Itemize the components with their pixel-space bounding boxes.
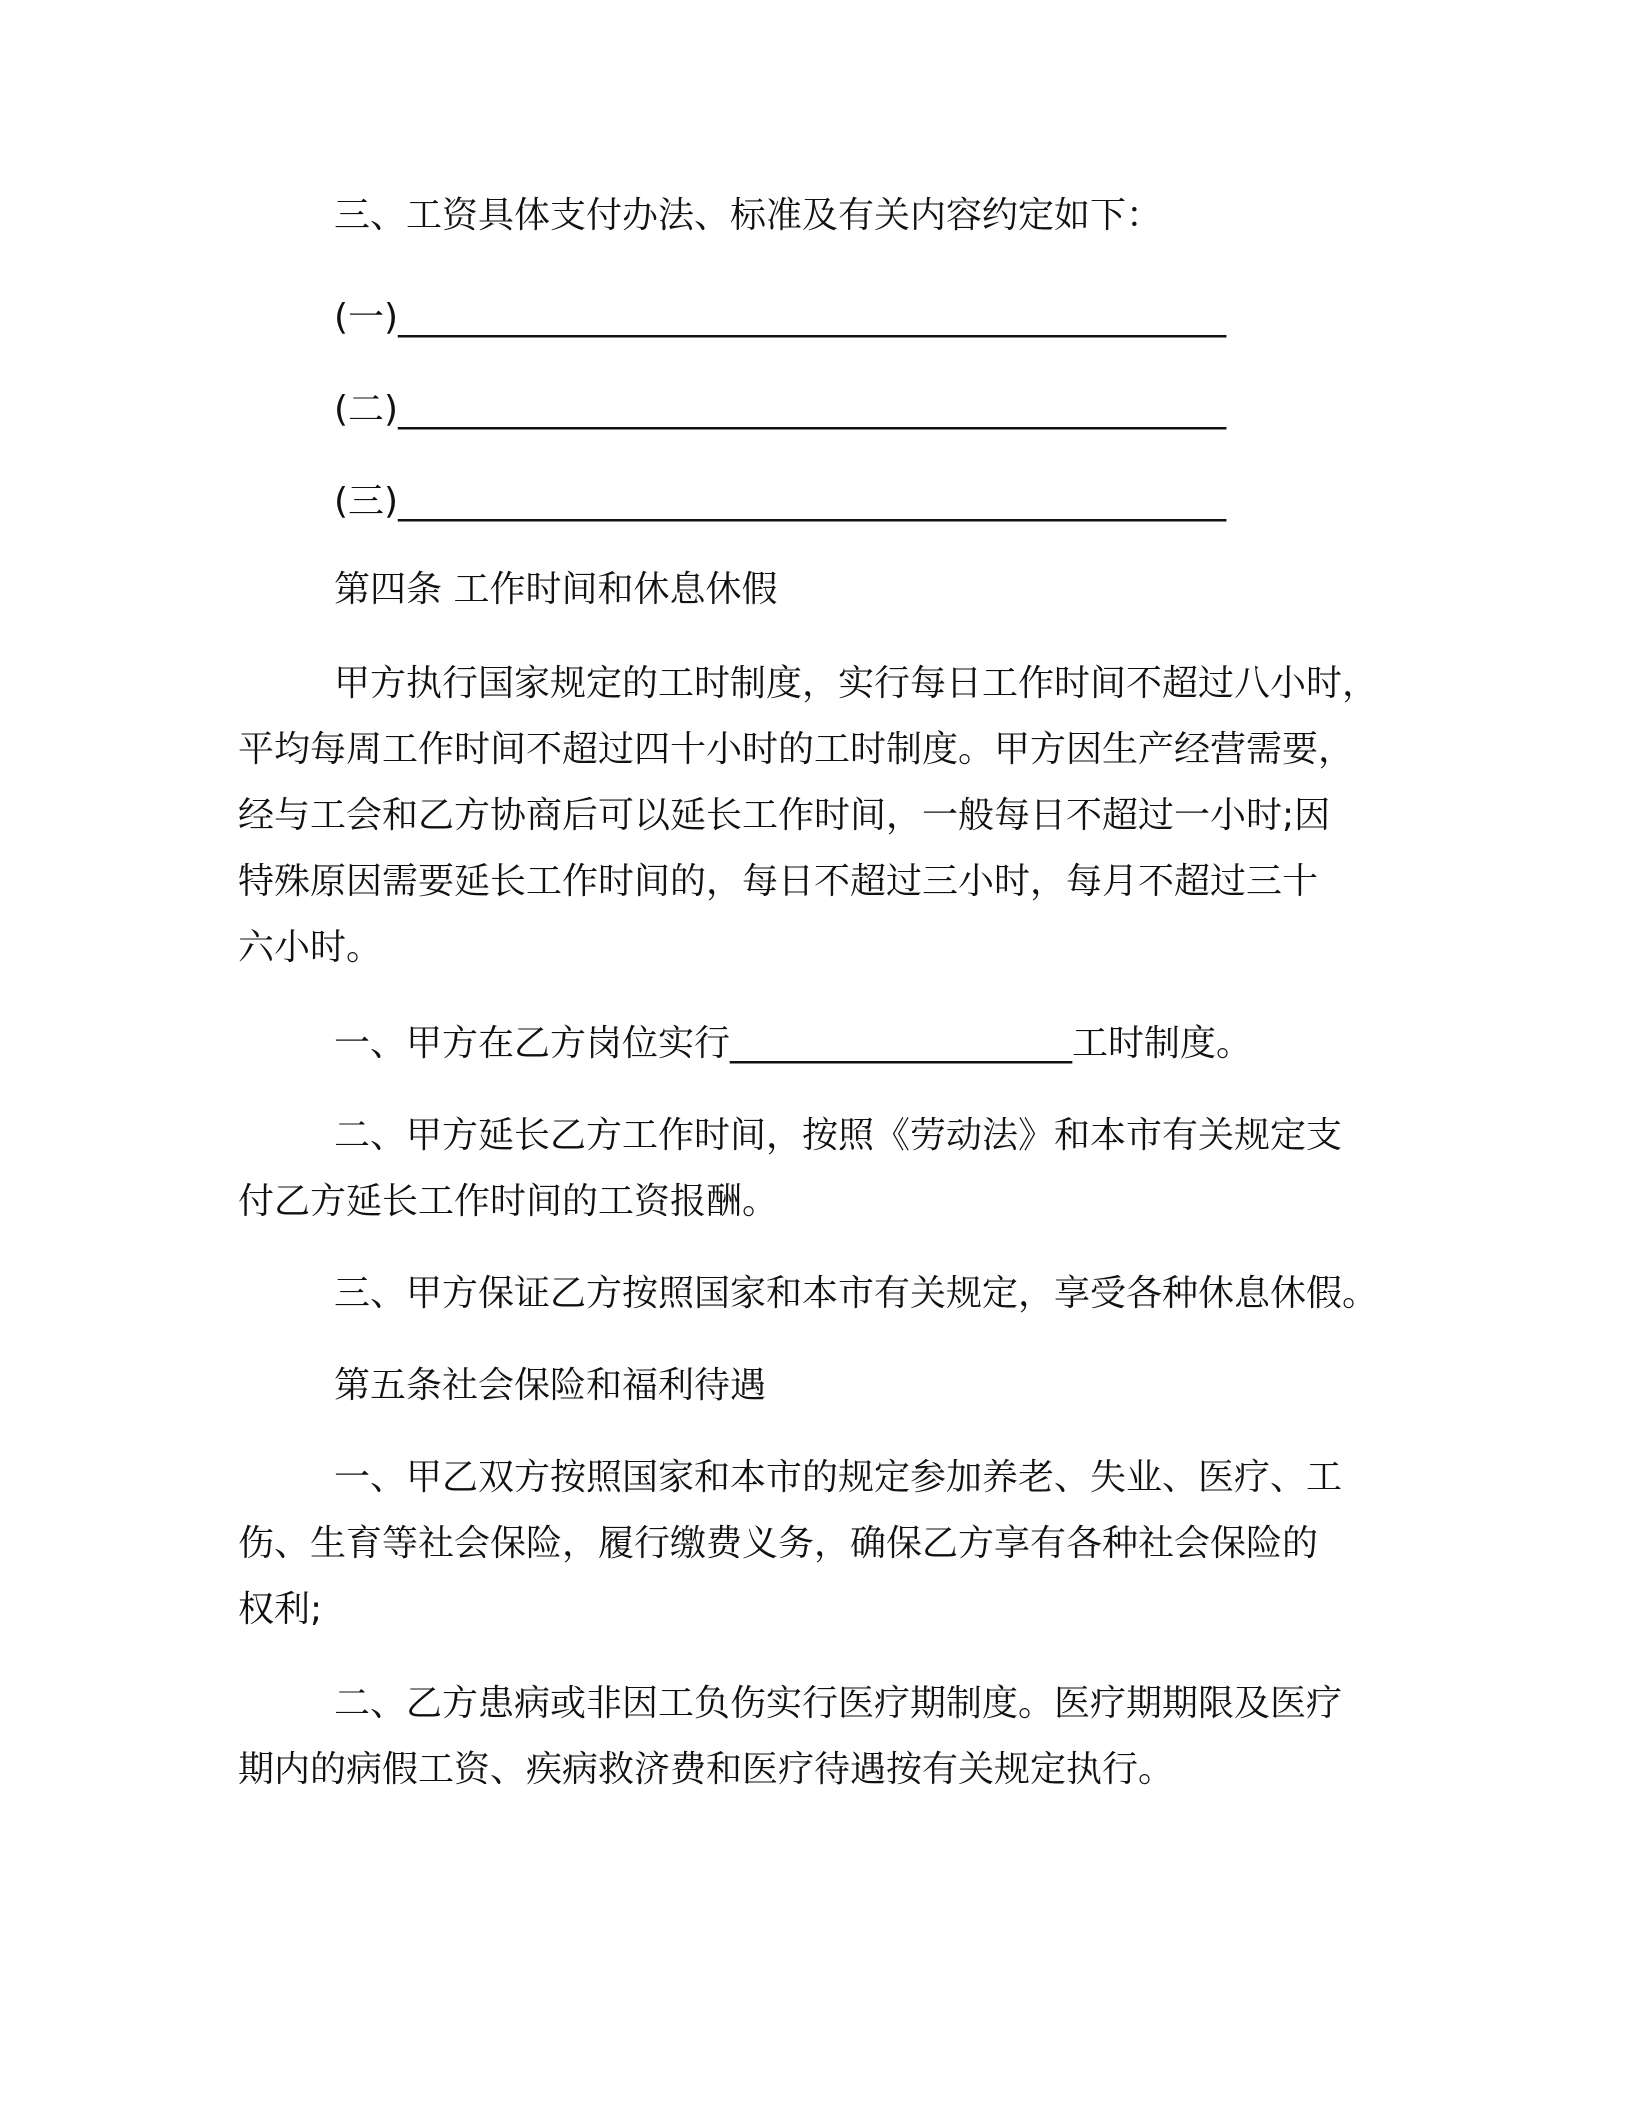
article-4-paragraph-line-3: 经与工会和乙方协商后可以延长工作时间，一般每日不超过一小时;因 <box>238 795 1331 836</box>
article-4-paragraph-line-2: 平均每周工作时间不超过四十小时的工时制度。甲方因生产经营需要， <box>238 729 1355 770</box>
wage-section-heading: 三、工资具体支付办法、标准及有关内容约定如下： <box>334 195 1163 236</box>
medical-period-line-1: 二、乙方患病或非因工负伤实行医疗期制度。医疗期期限及医疗 <box>334 1683 1343 1724</box>
medical-period-line-2: 期内的病假工资、疾病救济费和医疗待遇按有关规定执行。 <box>238 1749 1175 1790</box>
article-4-paragraph-line-1: 甲方执行国家规定的工时制度，实行每日工作时间不超过八小时， <box>334 663 1379 704</box>
working-hours-system-line[interactable]: 一、甲方在乙方岗位实行___________________工时制度。 <box>334 1023 1253 1064</box>
blank-line-3[interactable]: (三)______________________________________________ <box>334 481 1227 522</box>
blank-line-2[interactable]: (二)______________________________________________ <box>334 389 1227 430</box>
article-4-paragraph-line-4: 特殊原因需要延长工作时间的，每日不超过三小时，每月不超过三十 <box>238 861 1319 902</box>
article-4-heading: 第四条 工作时间和休息休假 <box>334 569 778 610</box>
social-insurance-line-2: 伤、生育等社会保险，履行缴费义务，确保乙方享有各种社会保险的 <box>238 1523 1319 1564</box>
overtime-paragraph-line-2: 付乙方延长工作时间的工资报酬。 <box>238 1181 779 1222</box>
blank-line-1[interactable]: (一)______________________________________________ <box>334 297 1227 338</box>
overtime-paragraph-line-1: 二、甲方延长乙方工作时间，按照《劳动法》和本市有关规定支 <box>334 1115 1343 1156</box>
social-insurance-line-1: 一、甲乙双方按照国家和本市的规定参加养老、失业、医疗、工 <box>334 1457 1343 1498</box>
social-insurance-line-3: 权利; <box>238 1589 323 1630</box>
rest-holiday-line: 三、甲方保证乙方按照国家和本市有关规定，享受各种休息休假。 <box>334 1273 1379 1314</box>
article-4-paragraph-line-5: 六小时。 <box>238 927 383 968</box>
article-5-heading: 第五条社会保险和福利待遇 <box>334 1365 767 1406</box>
